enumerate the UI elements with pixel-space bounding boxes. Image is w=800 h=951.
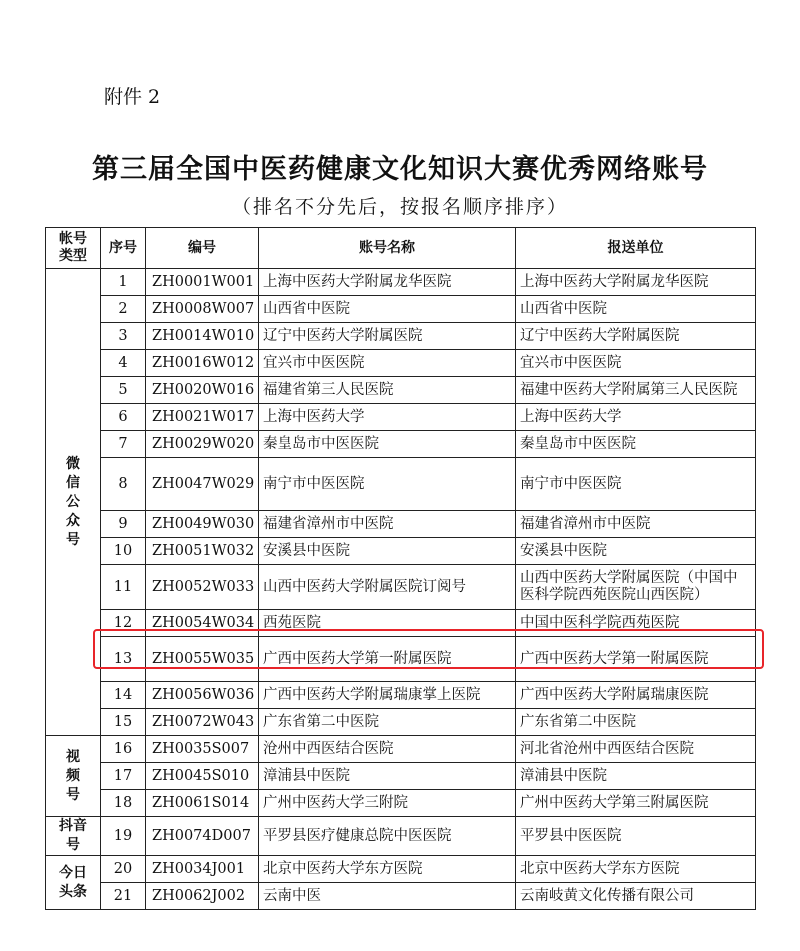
table-row xyxy=(46,736,756,763)
cell-unit: 北京中医药大学东方医院 xyxy=(516,856,756,883)
cell-name: 云南中医 xyxy=(259,883,516,910)
cell-name: 平罗县医疗健康总院中医医院 xyxy=(259,817,516,856)
cell-index: 10 xyxy=(101,538,146,565)
cell-name: 福建省第三人民医院 xyxy=(259,377,516,404)
table-row xyxy=(46,404,756,431)
cell-index: 19 xyxy=(101,817,146,856)
account-type-cell: 抖音 号 xyxy=(46,817,101,856)
table-row xyxy=(46,323,756,350)
cell-name: 广西中医药大学附属瑞康掌上医院 xyxy=(259,682,516,709)
table-row xyxy=(46,763,756,790)
cell-code: ZH0016W012 xyxy=(146,350,259,377)
accounts-table xyxy=(45,227,756,910)
cell-index: 11 xyxy=(101,565,146,610)
header-type-text: 帐号 类型 xyxy=(59,231,87,264)
account-type-cell: 视 频 号 xyxy=(46,736,101,817)
cell-unit: 云南岐黄文化传播有限公司 xyxy=(516,883,756,910)
cell-index: 7 xyxy=(101,431,146,458)
table-row xyxy=(46,682,756,709)
cell-code: ZH0001W001 xyxy=(146,269,259,296)
cell-name: 山西省中医院 xyxy=(259,296,516,323)
cell-name: 西苑医院 xyxy=(259,610,516,637)
header-index: 序号 xyxy=(101,228,146,269)
cell-index: 5 xyxy=(101,377,146,404)
table-row xyxy=(46,269,756,296)
cell-unit: 广西中医药大学第一附属医院 xyxy=(516,637,756,682)
cell-code: ZH0054W034 xyxy=(146,610,259,637)
table-body xyxy=(46,269,756,910)
document-title: 第三届全国中医药健康文化知识大赛优秀网络账号 xyxy=(92,154,708,185)
cell-code: ZH0049W030 xyxy=(146,511,259,538)
cell-index: 13 xyxy=(101,637,146,682)
table-row xyxy=(46,856,756,883)
table-row xyxy=(46,817,756,856)
cell-name: 北京中医药大学东方医院 xyxy=(259,856,516,883)
cell-index: 15 xyxy=(101,709,146,736)
header-name: 账号名称 xyxy=(259,228,516,269)
table-row xyxy=(46,431,756,458)
cell-code: ZH0052W033 xyxy=(146,565,259,610)
cell-unit: 河北省沧州中西医结合医院 xyxy=(516,736,756,763)
cell-code: ZH0029W020 xyxy=(146,431,259,458)
cell-unit: 广西中医药大学附属瑞康医院 xyxy=(516,682,756,709)
cell-name: 福建省漳州市中医院 xyxy=(259,511,516,538)
cell-index: 17 xyxy=(101,763,146,790)
cell-code: ZH0047W029 xyxy=(146,458,259,511)
cell-name: 秦皇岛市中医医院 xyxy=(259,431,516,458)
cell-name: 上海中医药大学 xyxy=(259,404,516,431)
cell-unit: 福建中医药大学附属第三人民医院 xyxy=(516,377,756,404)
cell-name: 沧州中西医结合医院 xyxy=(259,736,516,763)
cell-code: ZH0014W010 xyxy=(146,323,259,350)
cell-name: 山西中医药大学附属医院订阅号 xyxy=(259,565,516,610)
cell-name: 安溪县中医院 xyxy=(259,538,516,565)
table-row xyxy=(46,377,756,404)
cell-name: 上海中医药大学附属龙华医院 xyxy=(259,269,516,296)
cell-name: 广东省第二中医院 xyxy=(259,709,516,736)
cell-code: ZH0072W043 xyxy=(146,709,259,736)
cell-unit: 广州中医药大学第三附属医院 xyxy=(516,790,756,817)
header-code: 编号 xyxy=(146,228,259,269)
cell-index: 4 xyxy=(101,350,146,377)
cell-unit: 上海中医药大学附属龙华医院 xyxy=(516,269,756,296)
cell-index: 18 xyxy=(101,790,146,817)
cell-index: 21 xyxy=(101,883,146,910)
cell-code: ZH0008W007 xyxy=(146,296,259,323)
cell-index: 3 xyxy=(101,323,146,350)
highlight-box xyxy=(93,629,764,669)
cell-index: 6 xyxy=(101,404,146,431)
cell-unit: 山西省中医院 xyxy=(516,296,756,323)
cell-name: 辽宁中医药大学附属医院 xyxy=(259,323,516,350)
header-type xyxy=(46,228,101,269)
cell-index: 20 xyxy=(101,856,146,883)
cell-unit: 辽宁中医药大学附属医院 xyxy=(516,323,756,350)
cell-code: ZH0061S014 xyxy=(146,790,259,817)
table-row xyxy=(46,538,756,565)
table-row xyxy=(46,296,756,323)
cell-unit: 秦皇岛市中医医院 xyxy=(516,431,756,458)
cell-index: 12 xyxy=(101,610,146,637)
cell-name: 广西中医药大学第一附属医院 xyxy=(259,637,516,682)
table-row xyxy=(46,458,756,511)
cell-unit: 上海中医药大学 xyxy=(516,404,756,431)
table-header-row xyxy=(46,228,756,269)
table-row xyxy=(46,709,756,736)
cell-index: 14 xyxy=(101,682,146,709)
attachment-label: 附件 2 xyxy=(104,86,161,108)
cell-code: ZH0051W032 xyxy=(146,538,259,565)
table-row xyxy=(46,565,756,610)
cell-code: ZH0045S010 xyxy=(146,763,259,790)
cell-unit: 平罗县中医医院 xyxy=(516,817,756,856)
cell-code: ZH0056W036 xyxy=(146,682,259,709)
cell-name: 广州中医药大学三附院 xyxy=(259,790,516,817)
cell-index: 1 xyxy=(101,269,146,296)
cell-unit: 广东省第二中医院 xyxy=(516,709,756,736)
table-row xyxy=(46,511,756,538)
cell-name: 宜兴市中医医院 xyxy=(259,350,516,377)
cell-code: ZH0074D007 xyxy=(146,817,259,856)
cell-unit: 漳浦县中医院 xyxy=(516,763,756,790)
cell-code: ZH0055W035 xyxy=(146,637,259,682)
cell-index: 2 xyxy=(101,296,146,323)
cell-name: 南宁市中医医院 xyxy=(259,458,516,511)
cell-unit: 安溪县中医院 xyxy=(516,538,756,565)
cell-code: ZH0021W017 xyxy=(146,404,259,431)
document-subtitle: （排名不分先后，按报名顺序排序） xyxy=(231,196,568,218)
cell-code: ZH0020W016 xyxy=(146,377,259,404)
table-row xyxy=(46,790,756,817)
cell-index: 8 xyxy=(101,458,146,511)
cell-unit: 宜兴市中医医院 xyxy=(516,350,756,377)
cell-unit: 山西中医药大学附属医院（中国中医科学院西苑医院山西医院） xyxy=(516,565,756,610)
cell-code: ZH0062J002 xyxy=(146,883,259,910)
account-type-cell: 微 信 公 众 号 xyxy=(46,269,101,736)
cell-index: 9 xyxy=(101,511,146,538)
cell-index: 16 xyxy=(101,736,146,763)
cell-code: ZH0034J001 xyxy=(146,856,259,883)
table-row xyxy=(46,883,756,910)
cell-unit: 福建省漳州市中医院 xyxy=(516,511,756,538)
account-type-cell: 今日 头条 xyxy=(46,856,101,910)
cell-name: 漳浦县中医院 xyxy=(259,763,516,790)
cell-unit: 南宁市中医医院 xyxy=(516,458,756,511)
table-row xyxy=(46,350,756,377)
cell-code: ZH0035S007 xyxy=(146,736,259,763)
cell-unit: 中国中医科学院西苑医院 xyxy=(516,610,756,637)
header-unit: 报送单位 xyxy=(516,228,756,269)
